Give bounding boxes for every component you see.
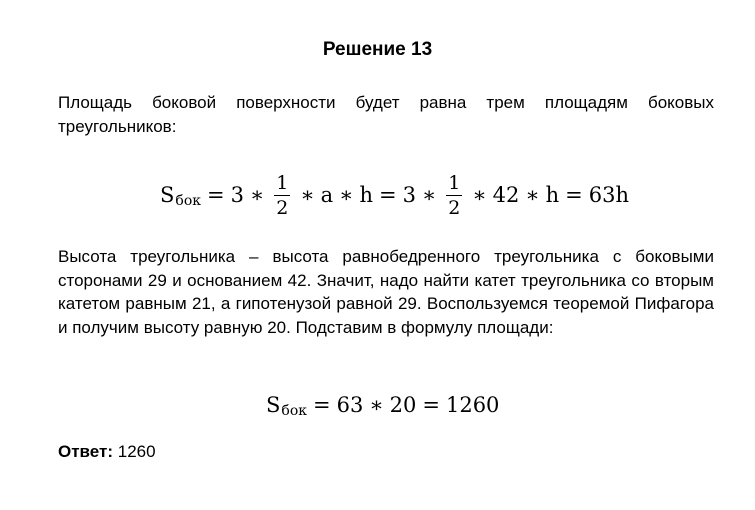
multiply-sign: ∗ <box>300 183 315 207</box>
equals-sign: = <box>207 183 225 207</box>
formula-number: 3 <box>230 183 244 207</box>
formula-number: 42 <box>492 183 520 207</box>
multiply-sign: ∗ <box>525 183 540 207</box>
formula-number: 3 <box>402 183 416 207</box>
answer-line <box>58 440 156 463</box>
multiply-sign: ∗ <box>249 183 265 207</box>
formula-symbol-s: S <box>266 393 281 417</box>
page-title: Решение 13 <box>322 39 433 60</box>
answer-value: 1260 <box>117 442 156 461</box>
equals-sign: = <box>565 183 583 207</box>
answer-label: Ответ: <box>58 442 113 461</box>
formula-subscript: бок <box>281 403 307 419</box>
multiply-sign: ∗ <box>421 183 437 207</box>
formula-subscript: бок <box>175 193 201 209</box>
multiply-sign: ∗ <box>369 393 384 417</box>
formula-number: 63 <box>336 393 364 417</box>
formula-variable-a: a <box>320 183 334 207</box>
fraction-numerator: 1 <box>448 171 461 194</box>
fraction-denominator: 2 <box>448 196 461 219</box>
multiply-sign: ∗ <box>472 183 487 207</box>
formula-variable-h: h <box>545 183 560 207</box>
paragraph-lateral-surface: Площадь боковой поверхности будет равна трем площадям боковых треугольников: <box>58 93 714 136</box>
equals-sign: = <box>313 393 331 417</box>
equals-sign: = <box>422 393 440 417</box>
fraction-one-half <box>446 172 462 219</box>
fraction-numerator: 1 <box>276 171 289 194</box>
formula-number: 20 <box>389 393 417 417</box>
formula-result: 1260 <box>445 393 500 417</box>
formula-area-value <box>266 388 499 422</box>
fraction-denominator: 2 <box>276 196 289 219</box>
formula-result: 63h <box>588 183 630 207</box>
formula-lateral-area <box>160 163 629 227</box>
equals-sign: = <box>378 183 397 207</box>
formula-variable-h: h <box>359 183 373 207</box>
fraction-one-half <box>274 172 290 219</box>
paragraph-height-explanation: Высота треугольника – высота равнобедренного треугольника с боковыми сторонами 29 и основанием 42. Значит, надо найти катет треугольника со вторым катетом равным 21, а гипотенузой равной 29. Воспользуемся теоремой Пифагора и получим высоту равную 20. Подставим в формулу площади: <box>58 247 714 337</box>
formula-symbol-s: S <box>160 183 175 207</box>
multiply-sign: ∗ <box>339 183 354 207</box>
